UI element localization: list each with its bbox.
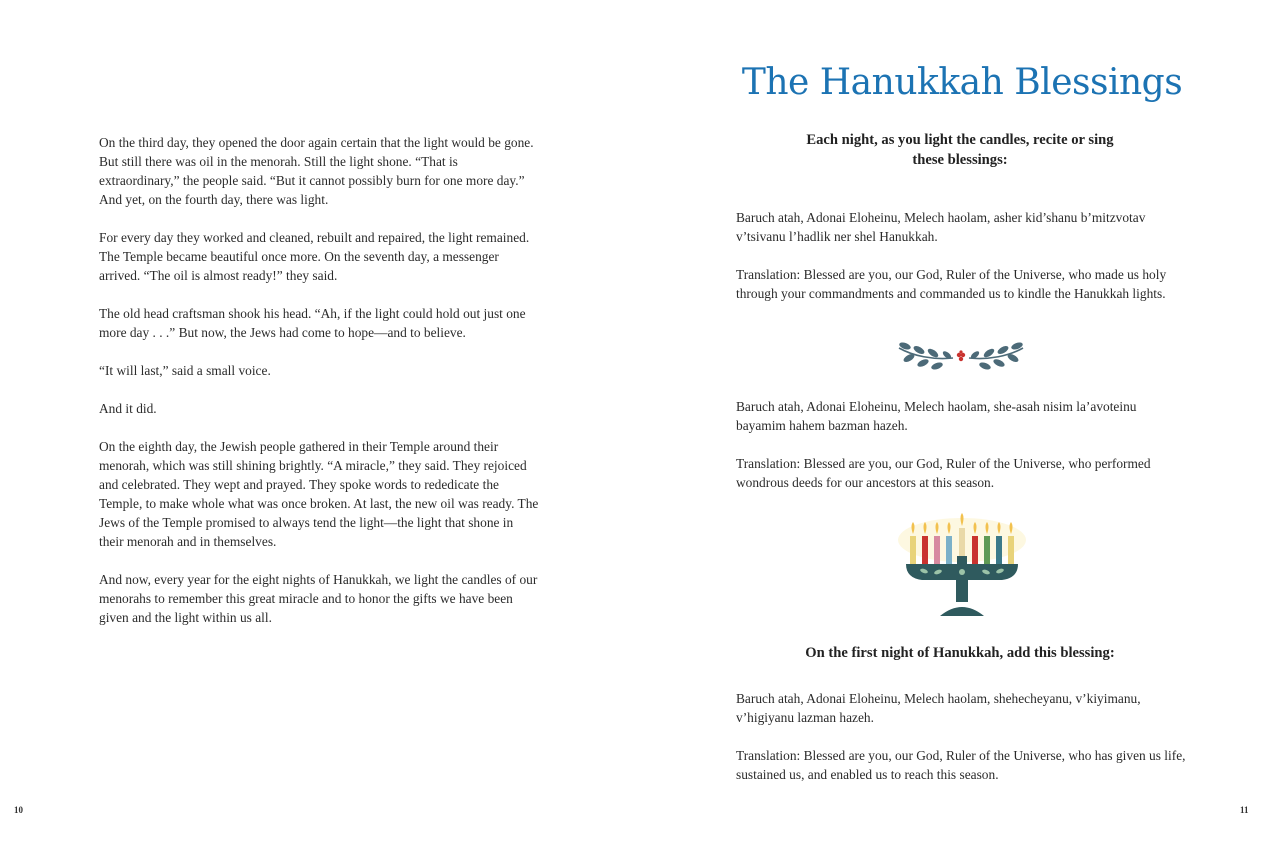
blessing-text: Baruch atah, Adonai Eloheinu, Melech haolam, she-asah nisim la’avoteinu bayamim hahem bazman hazeh. [736, 399, 1137, 433]
page-title [640, 62, 1280, 103]
page-number-left: 10 [14, 805, 23, 815]
intro-heading-line: these blessings: [912, 152, 1008, 168]
story-paragraph: On the third day, they opened the door again certain that the light would be gone. But still there was oil in the menorah. Still the light shone. “That is extraordinary,” the people said. “But it cannot possibly burn for one more day.” And yet, on the fourth day, there was light. [99, 135, 534, 207]
story-paragraph: The old head craftsman shook his head. “Ah, if the light could hold out just one more day . . .” But now, the Jews had come to hope—and to believe. [99, 306, 526, 340]
story-paragraph: “It will last,” said a small voice. [99, 363, 271, 378]
translation-miracles [736, 454, 1186, 492]
story-text [99, 133, 539, 646]
blessing-text: Baruch atah, Adonai Eloheinu, Melech haolam, asher kid’shanu b’mitzvotav v’tsivanu l’hadlik ner shel Hanukkah. [736, 210, 1146, 244]
page-title-text: The Hanukkah Blessings [741, 62, 1183, 103]
page-number-right: 11 [1240, 805, 1249, 815]
intro-heading-line: Each night, as you light the candles, recite or sing [806, 132, 1114, 148]
translation-text: Translation: Blessed are you, our God, Ruler of the Universe, who made us holy through your commandments and commanded us to kindle the Hanukkah lights. [736, 267, 1167, 301]
menorah-illustration-icon [896, 512, 1028, 624]
laurel-ornament-icon [893, 338, 1029, 378]
translation-shehecheyanu [736, 746, 1186, 784]
story-paragraph: And it did. [99, 401, 157, 416]
translation-text: Translation: Blessed are you, our God, Ruler of the Universe, who performed wondrous deeds for our ancestors at this season. [736, 456, 1151, 490]
intro-heading [640, 130, 1280, 170]
story-paragraph: For every day they worked and cleaned, rebuilt and repaired, the light remained. The Temple became beautiful once more. On the seventh day, a messenger arrived. “The oil is almost ready!” they said. [99, 230, 530, 283]
blessing-miracles [736, 397, 1186, 435]
first-night-heading: On the first night of Hanukkah, add this blessing: [805, 645, 1115, 661]
blessing-candles [736, 208, 1186, 246]
translation-candles [736, 265, 1186, 303]
story-paragraph: And now, every year for the eight nights of Hanukkah, we light the candles of our menorahs to remember this great miracle and to honor the gifts we have been given and the light within us all. [99, 572, 538, 625]
blessing-text: Baruch atah, Adonai Eloheinu, Melech haolam, shehecheyanu, v’kiyimanu, v’higiyanu lazman hazeh. [736, 691, 1141, 725]
story-paragraph: On the eighth day, the Jewish people gathered in their Temple around their menorah, which was still shining brightly. “A miracle,” they said. They rejoiced and celebrated. They wept and prayed. They spoke words to rededicate the Temple, to make whole what was once broken. At last, the new oil was ready. The Jews of the Temple promised to always tend the light—the light that shone in their menorah and in themselves. [99, 439, 539, 549]
translation-text: Translation: Blessed are you, our God, Ruler of the Universe, who has given us life, sustained us, and enabled us to reach this season. [736, 748, 1186, 782]
blessing-shehecheyanu [736, 689, 1186, 727]
